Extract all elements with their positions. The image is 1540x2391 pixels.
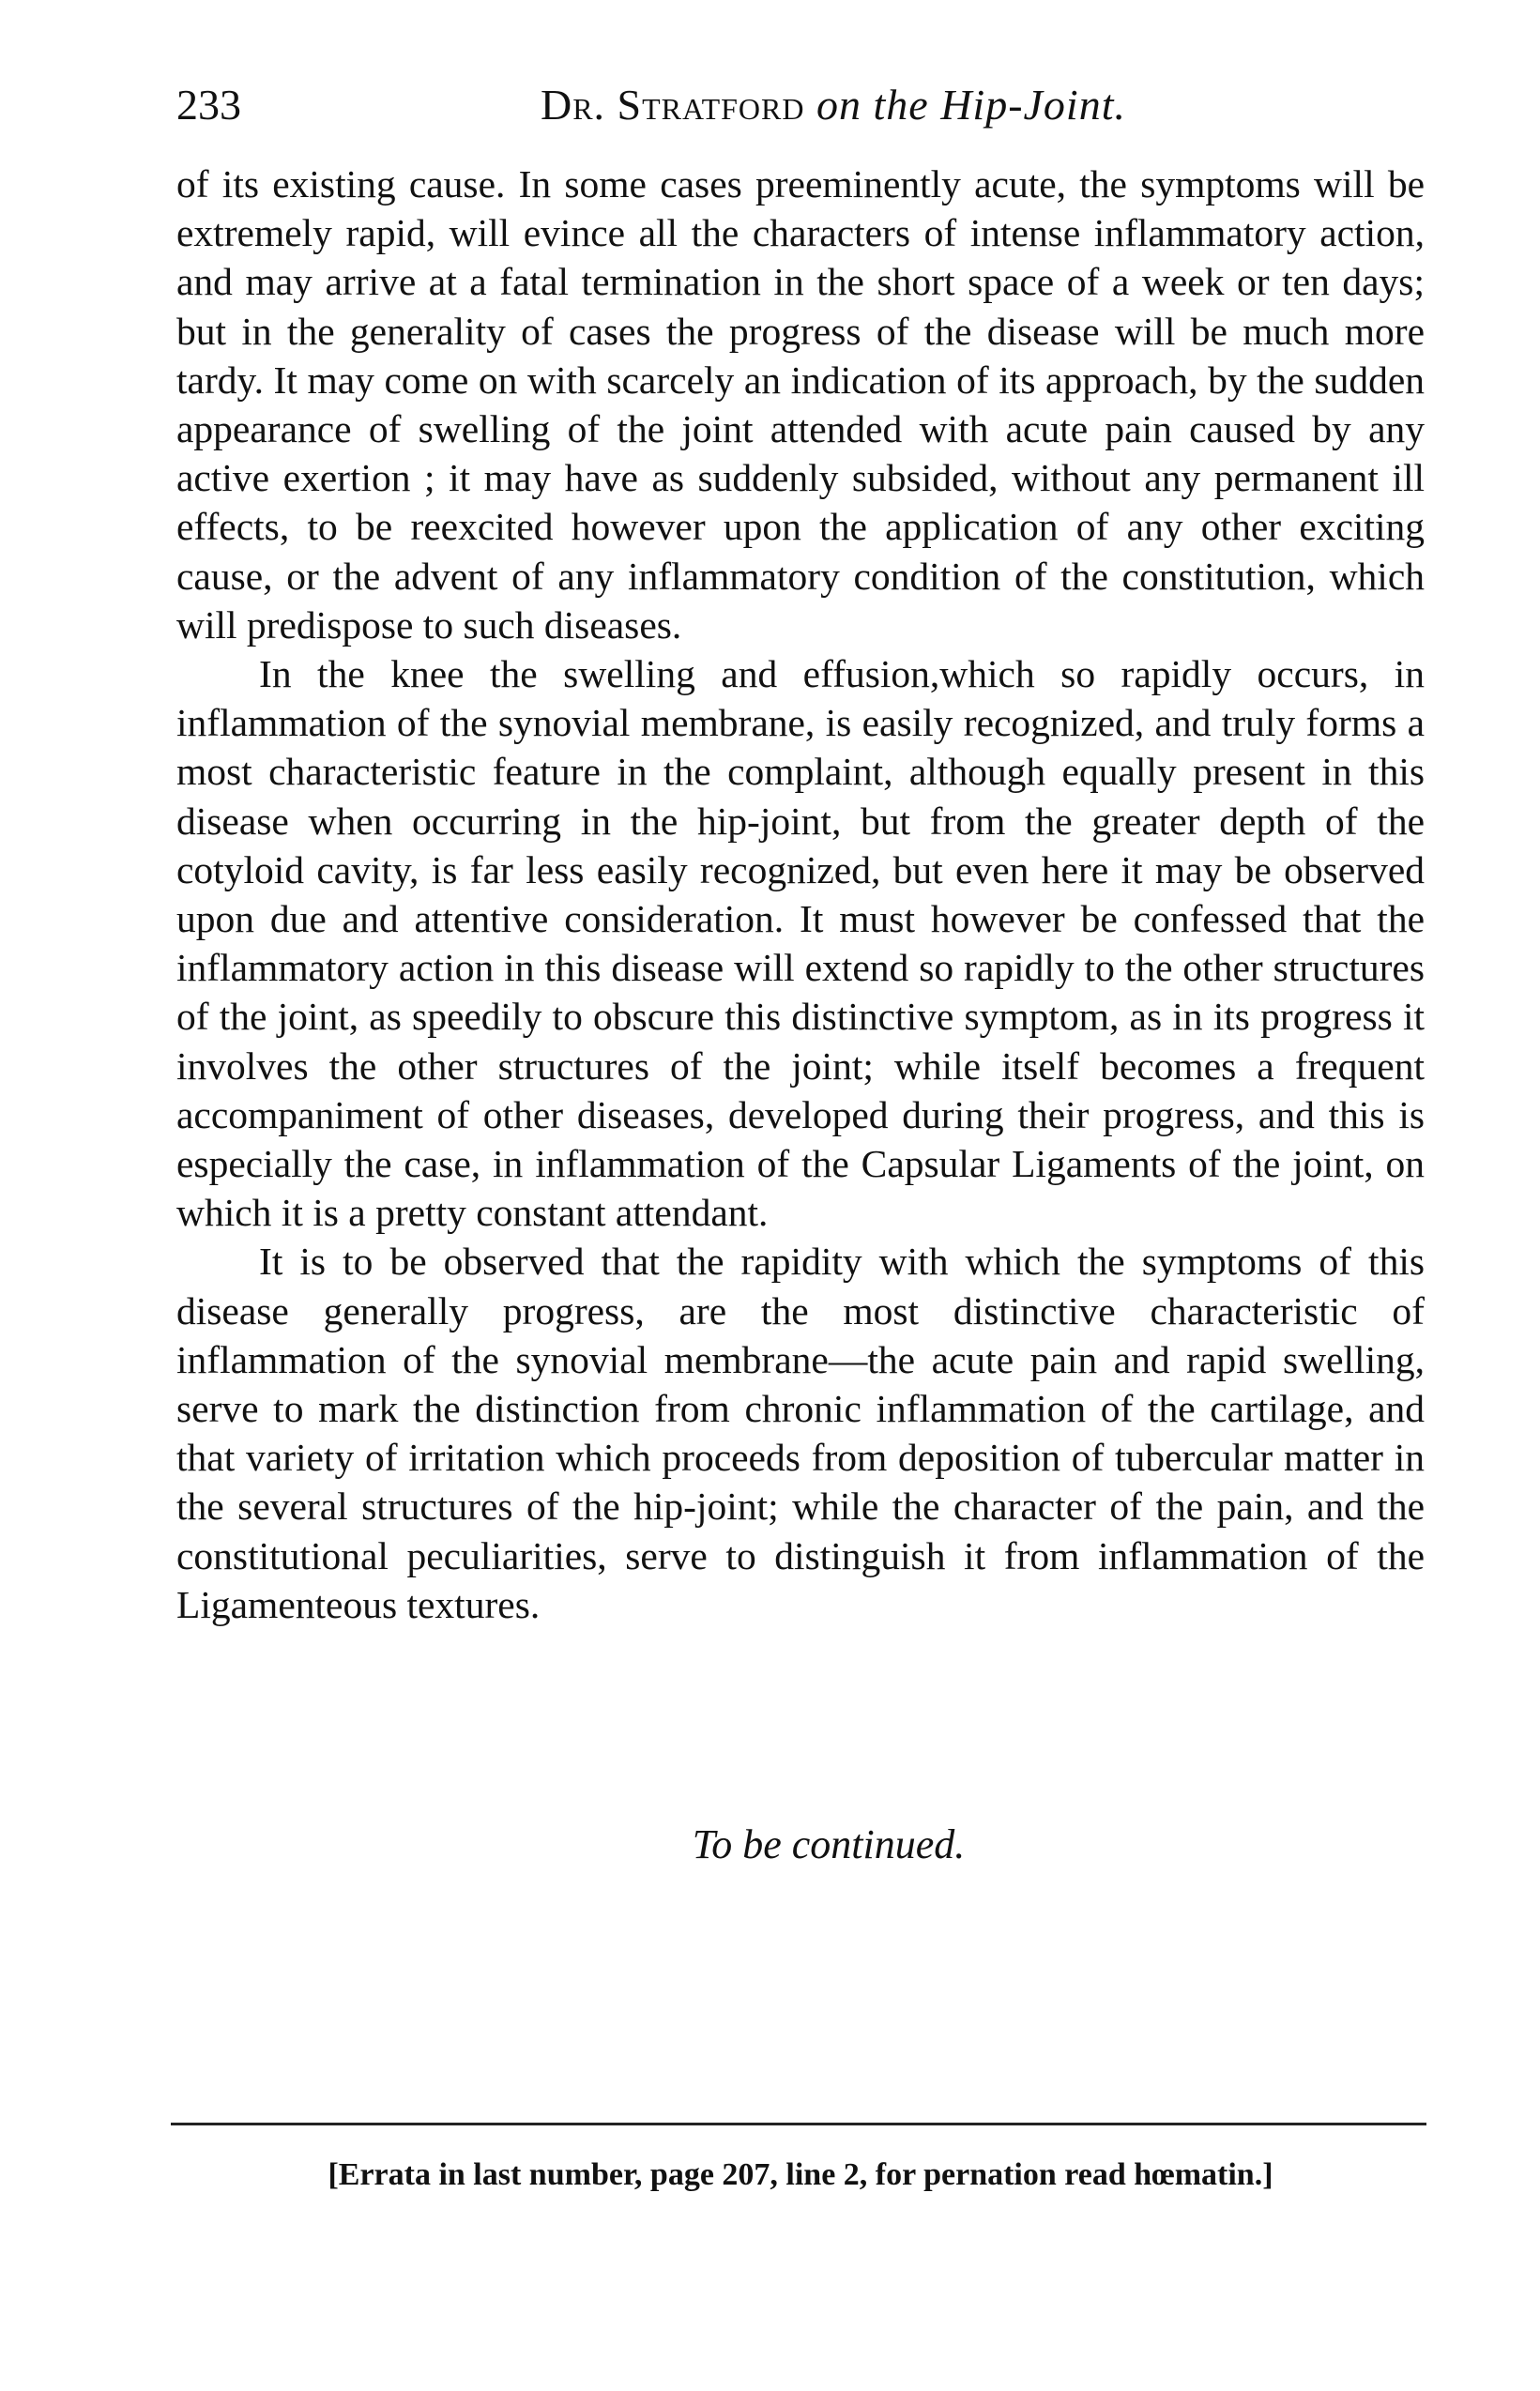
running-head-topic: the Hip-Joint.	[873, 81, 1126, 129]
footer-divider	[171, 2123, 1426, 2125]
paragraph-3: It is to be observed that the rapidity with which the symptoms of this disease generally progress, are the most distinctive characteristic of inflammation of the synovial membrane—the acute pain and rapid swelling, serve to mark the distinction from chronic inflammation of the cartilage, and that variety of irritation which proceeds from deposition of tubercular matter in the several structures of the hip-joint; while the character of the pain, and the constitutional peculiarities, serve to distinguish it from inflammation of the Ligamenteous textures.	[176, 1240, 1425, 1626]
errata-note: [Errata in last number, page 207, line 2, for pernation read hœmatin.]	[328, 2157, 1273, 2192]
running-head-connector: on	[804, 81, 874, 129]
page-header	[176, 77, 1425, 143]
running-head-author: Dr. Stratford	[540, 81, 805, 129]
paragraph-1: of its existing cause. In some cases preeminently acute, the symptoms will be extremely rapid, will evince all the characters of intense inflammatory action, and may arrive at a fatal termination in the short space of a week or ten days; but in the generality of cases the progress of the disease will be much more tardy. It may come on with scarcely an indication of its approach, by the sudden appearance of swelling of the joint attended with acute pain caused by any active exertion ; it may have as suddenly subsided, without any permanent ill effects, to be reexcited however upon the application of any other exciting cause, or the advent of any inflammatory condition of the constitution, which will predispose to such diseases.	[176, 162, 1425, 647]
running-head	[364, 77, 1303, 133]
page-number: 233	[176, 81, 241, 129]
article-body	[176, 160, 1425, 1629]
paragraph-2: In the knee the swelling and effusion,which so rapidly occurs, in inflammation of the synovial membrane, is easily recognized, and truly forms a most characteristic feature in the complaint, although equally present in this disease when occurring in the hip-joint, but from the greater depth of the cotyloid cavity, is far less easily recognized, but even here it may be observed upon due and attentive consideration. It must however be confessed that the inflammatory action in this disease will extend so rapidly to the other structures of the joint, as speedily to obscure this distinctive symptom, as in its progress it involves the other structures of the joint; while itself becomes a frequent accompaniment of other diseases, developed during their progress, and this is especially the case, in inflammation of the Capsular Ligaments of the joint, on which it is a pretty constant attendant.	[176, 652, 1425, 1235]
to-be-continued-note: To be continued.	[692, 1821, 966, 1867]
